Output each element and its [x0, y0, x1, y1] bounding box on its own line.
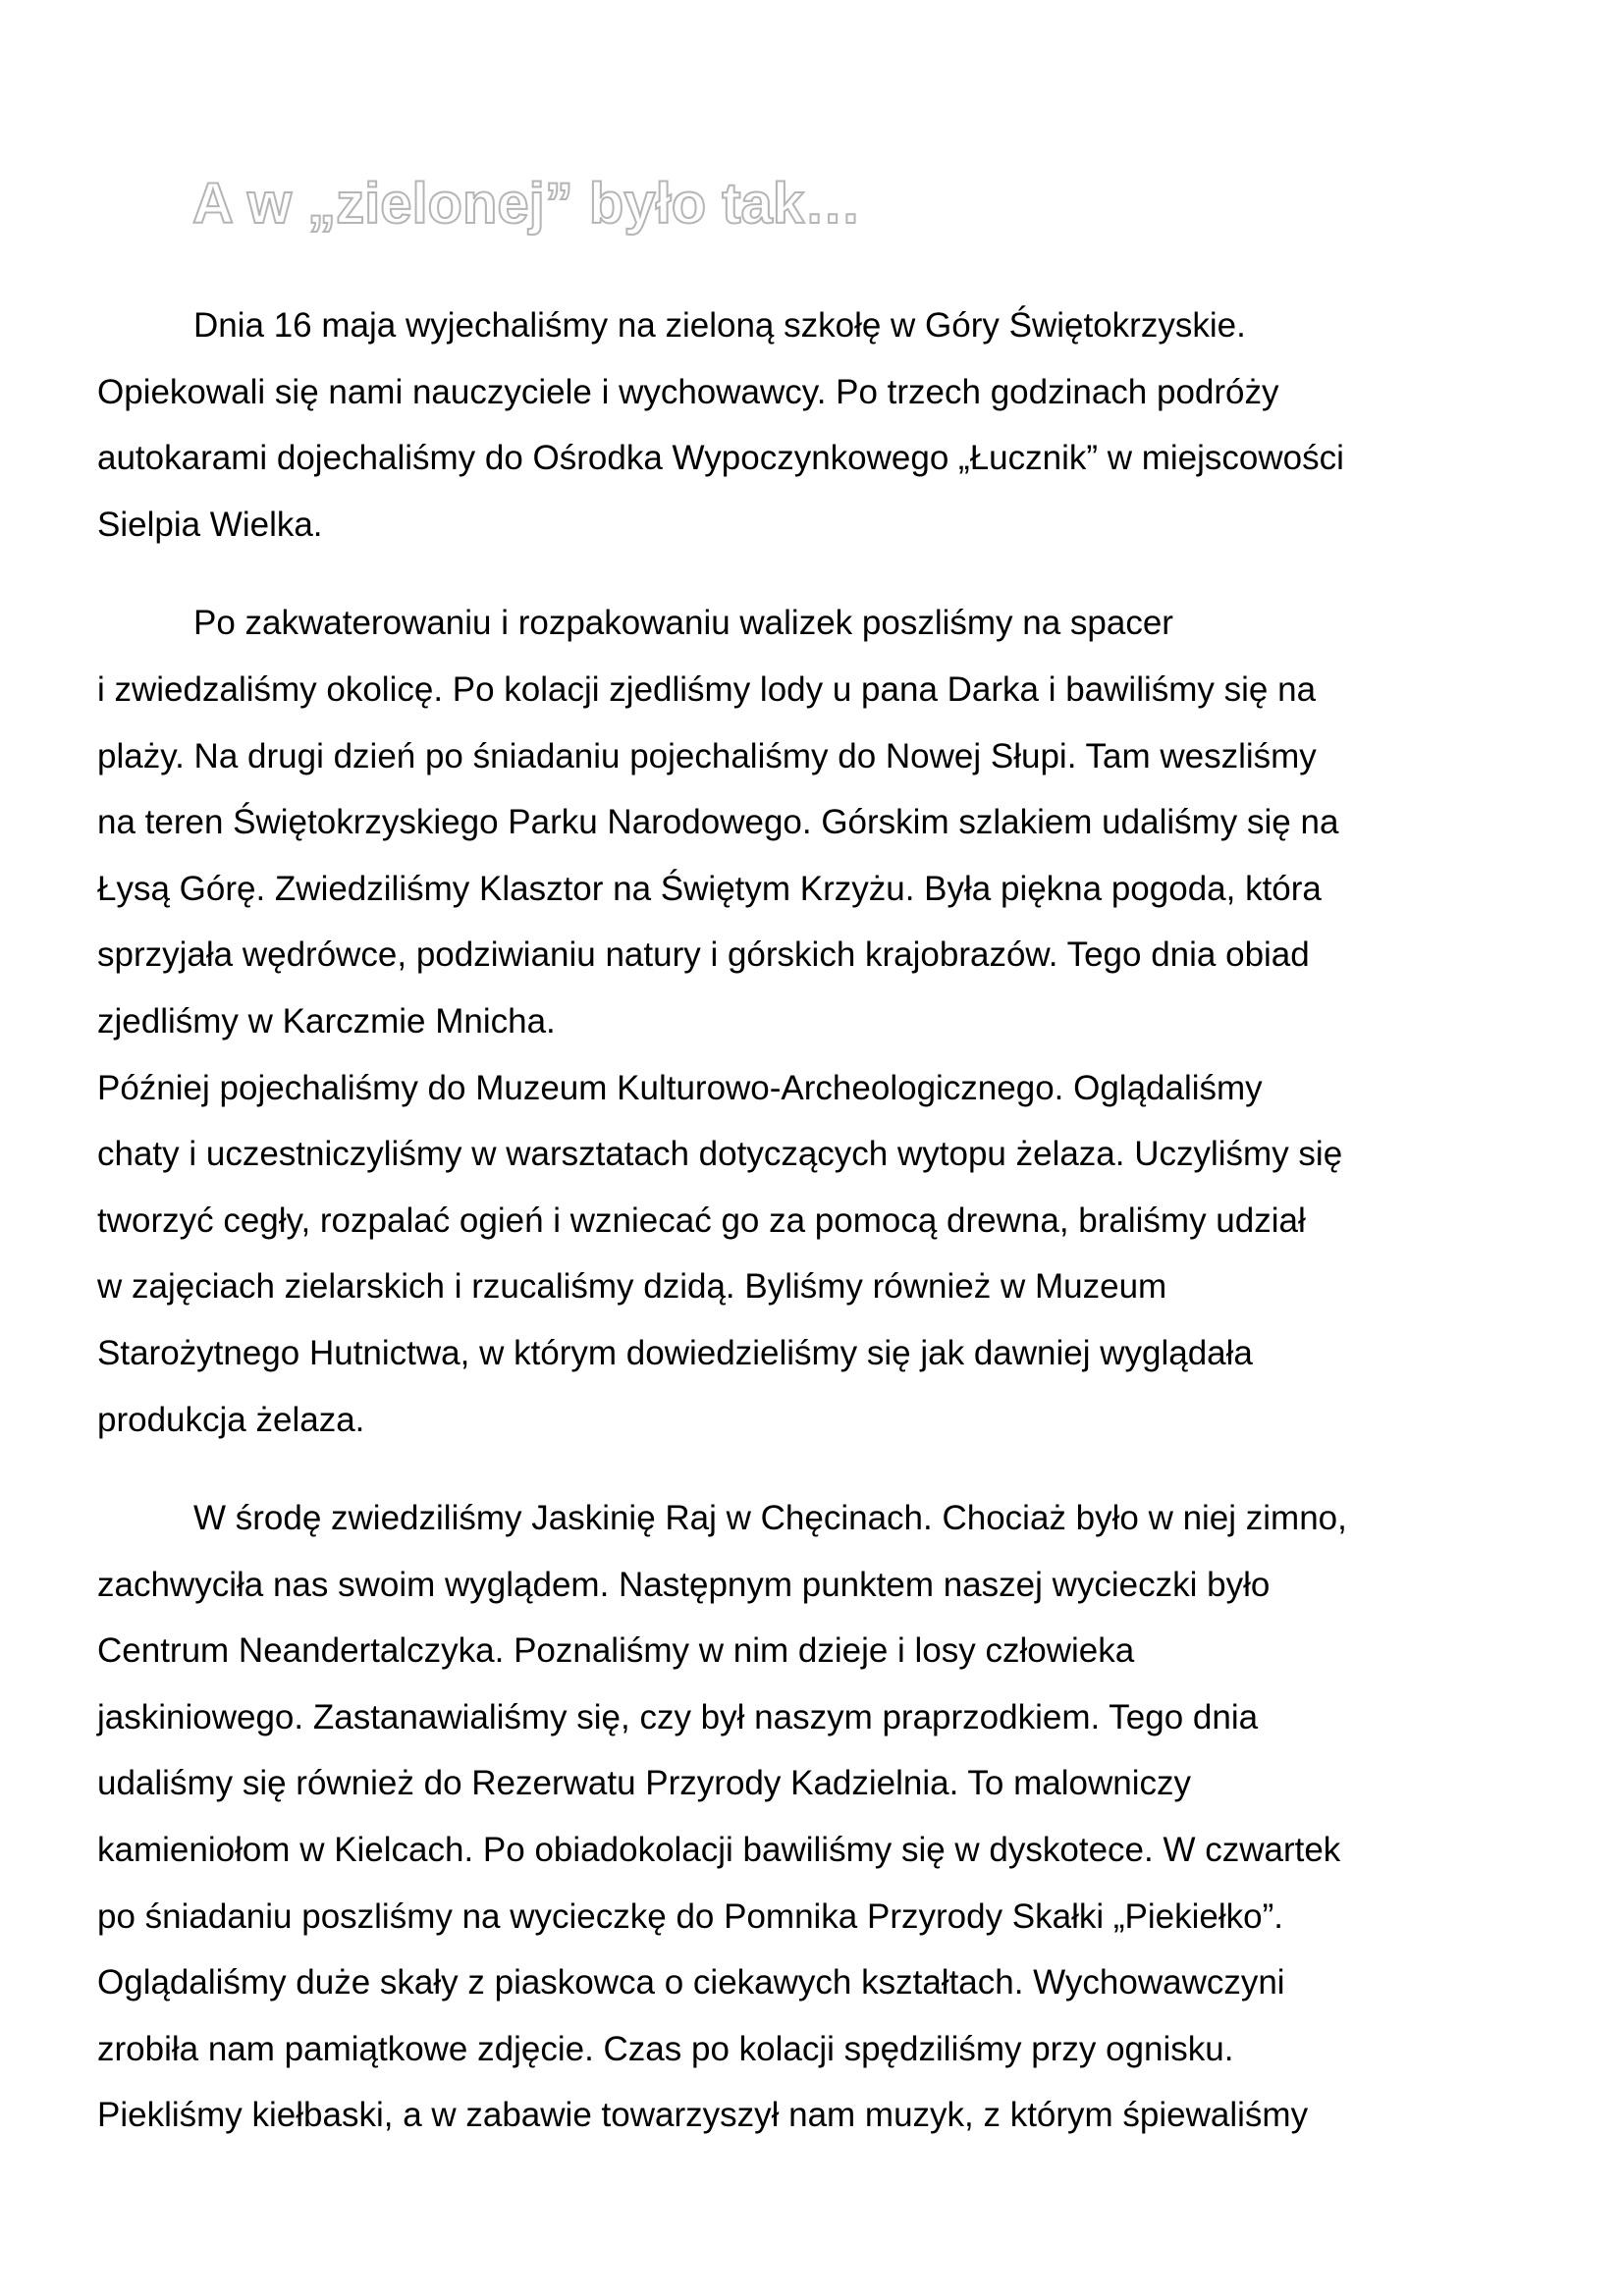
- text-line: po śniadaniu poszliśmy na wycieczkę do Pomnika Przyrody Skałki „Piekiełko”.: [97, 1896, 1283, 1936]
- text-line: na teren Świętokrzyskiego Parku Narodowego. Górskim szlakiem udaliśmy się na: [97, 803, 1339, 842]
- text-line: Sielpia Wielka.: [97, 505, 323, 544]
- text-line: Piekliśmy kiełbaski, a w zabawie towarzyszył nam muzyk, z którym śpiewaliśmy: [97, 2096, 1309, 2135]
- text-line: Starożytnego Hutnictwa, w którym dowiedzieliśmy się jak dawniej wyglądała: [97, 1333, 1253, 1372]
- text-line: Centrum Neandertalczyka. Poznaliśmy w nim dzieje i losy człowieka: [97, 1631, 1135, 1671]
- text-line: W środę zwiedziliśmy Jaskinię Raj w Chęcinach. Chociaż było w niej zimno,: [193, 1499, 1347, 1538]
- text-line: Łysą Górę. Zwiedziliśmy Klasztor na Świętym Krzyżu. Była piękna pogoda, która: [97, 869, 1322, 908]
- text-line: sprzyjała wędrówce, podziwianiu natury i górskich krajobrazów. Tego dnia obiad: [97, 935, 1310, 975]
- text-line: Dnia 16 maja wyjechaliśmy na zieloną szkołę w Góry Świętokrzyskie.: [193, 306, 1246, 345]
- document-title: A w „zielonej” było tak…: [192, 172, 862, 236]
- text-line: i zwiedzaliśmy okolicę. Po kolacji zjedliśmy lody u pana Darka i bawiliśmy się na: [97, 669, 1317, 709]
- text-line: zachwyciła nas swoim wyglądem. Następnym punktem naszej wycieczki było: [97, 1565, 1271, 1604]
- text-line: Później pojechaliśmy do Muzeum Kulturowo-Archeologicznego. Oglądaliśmy: [97, 1068, 1263, 1107]
- text-line: produkcja żelaza.: [97, 1400, 365, 1439]
- text-line: Po zakwaterowaniu i rozpakowaniu walizek poszliśmy na spacer: [193, 604, 1173, 643]
- text-line: zjedliśmy w Karczmie Mnicha.: [97, 1001, 556, 1041]
- text-line: Opiekowali się nami nauczyciele i wychowawcy. Po trzech godzinach podróży: [97, 372, 1279, 411]
- text-line: chaty i uczestniczyliśmy w warsztatach dotyczących wytopu żelaza. Uczyliśmy się: [97, 1135, 1343, 1174]
- document-body: [97, 293, 1531, 2149]
- text-line: autokarami dojechaliśmy do Ośrodka Wypoczynkowego „Łucznik” w miejscowości: [97, 439, 1344, 478]
- text-line: zrobiła nam pamiątkowe zdjęcie. Czas po kolacji spędziliśmy przy ognisku.: [97, 2029, 1234, 2068]
- text-line: tworzyć cegły, rozpalać ogień i wzniecać go za pomocą drewna, braliśmy udział: [97, 1201, 1306, 1240]
- text-line: kamieniołom w Kielcach. Po obiadokolacji bawiliśmy się w dyskotece. W czwartek: [97, 1831, 1341, 1870]
- text-line: Oglądaliśmy duże skały z piaskowca o ciekawych kształtach. Wychowawczyni: [97, 1963, 1285, 2002]
- text-line: jaskiniowego. Zastanawialiśmy się, czy był naszym praprzodkiem. Tego dnia: [97, 1697, 1259, 1736]
- text-line: udaliśmy się również do Rezerwatu Przyrody Kadzielnia. To malowniczy: [97, 1764, 1191, 1803]
- text-line: plaży. Na drugi dzień po śniadaniu pojechaliśmy do Nowej Słupi. Tam weszliśmy: [97, 736, 1317, 775]
- text-line: w zajęciach zielarskich i rzucaliśmy dzidą. Byliśmy również w Muzeum: [97, 1267, 1167, 1307]
